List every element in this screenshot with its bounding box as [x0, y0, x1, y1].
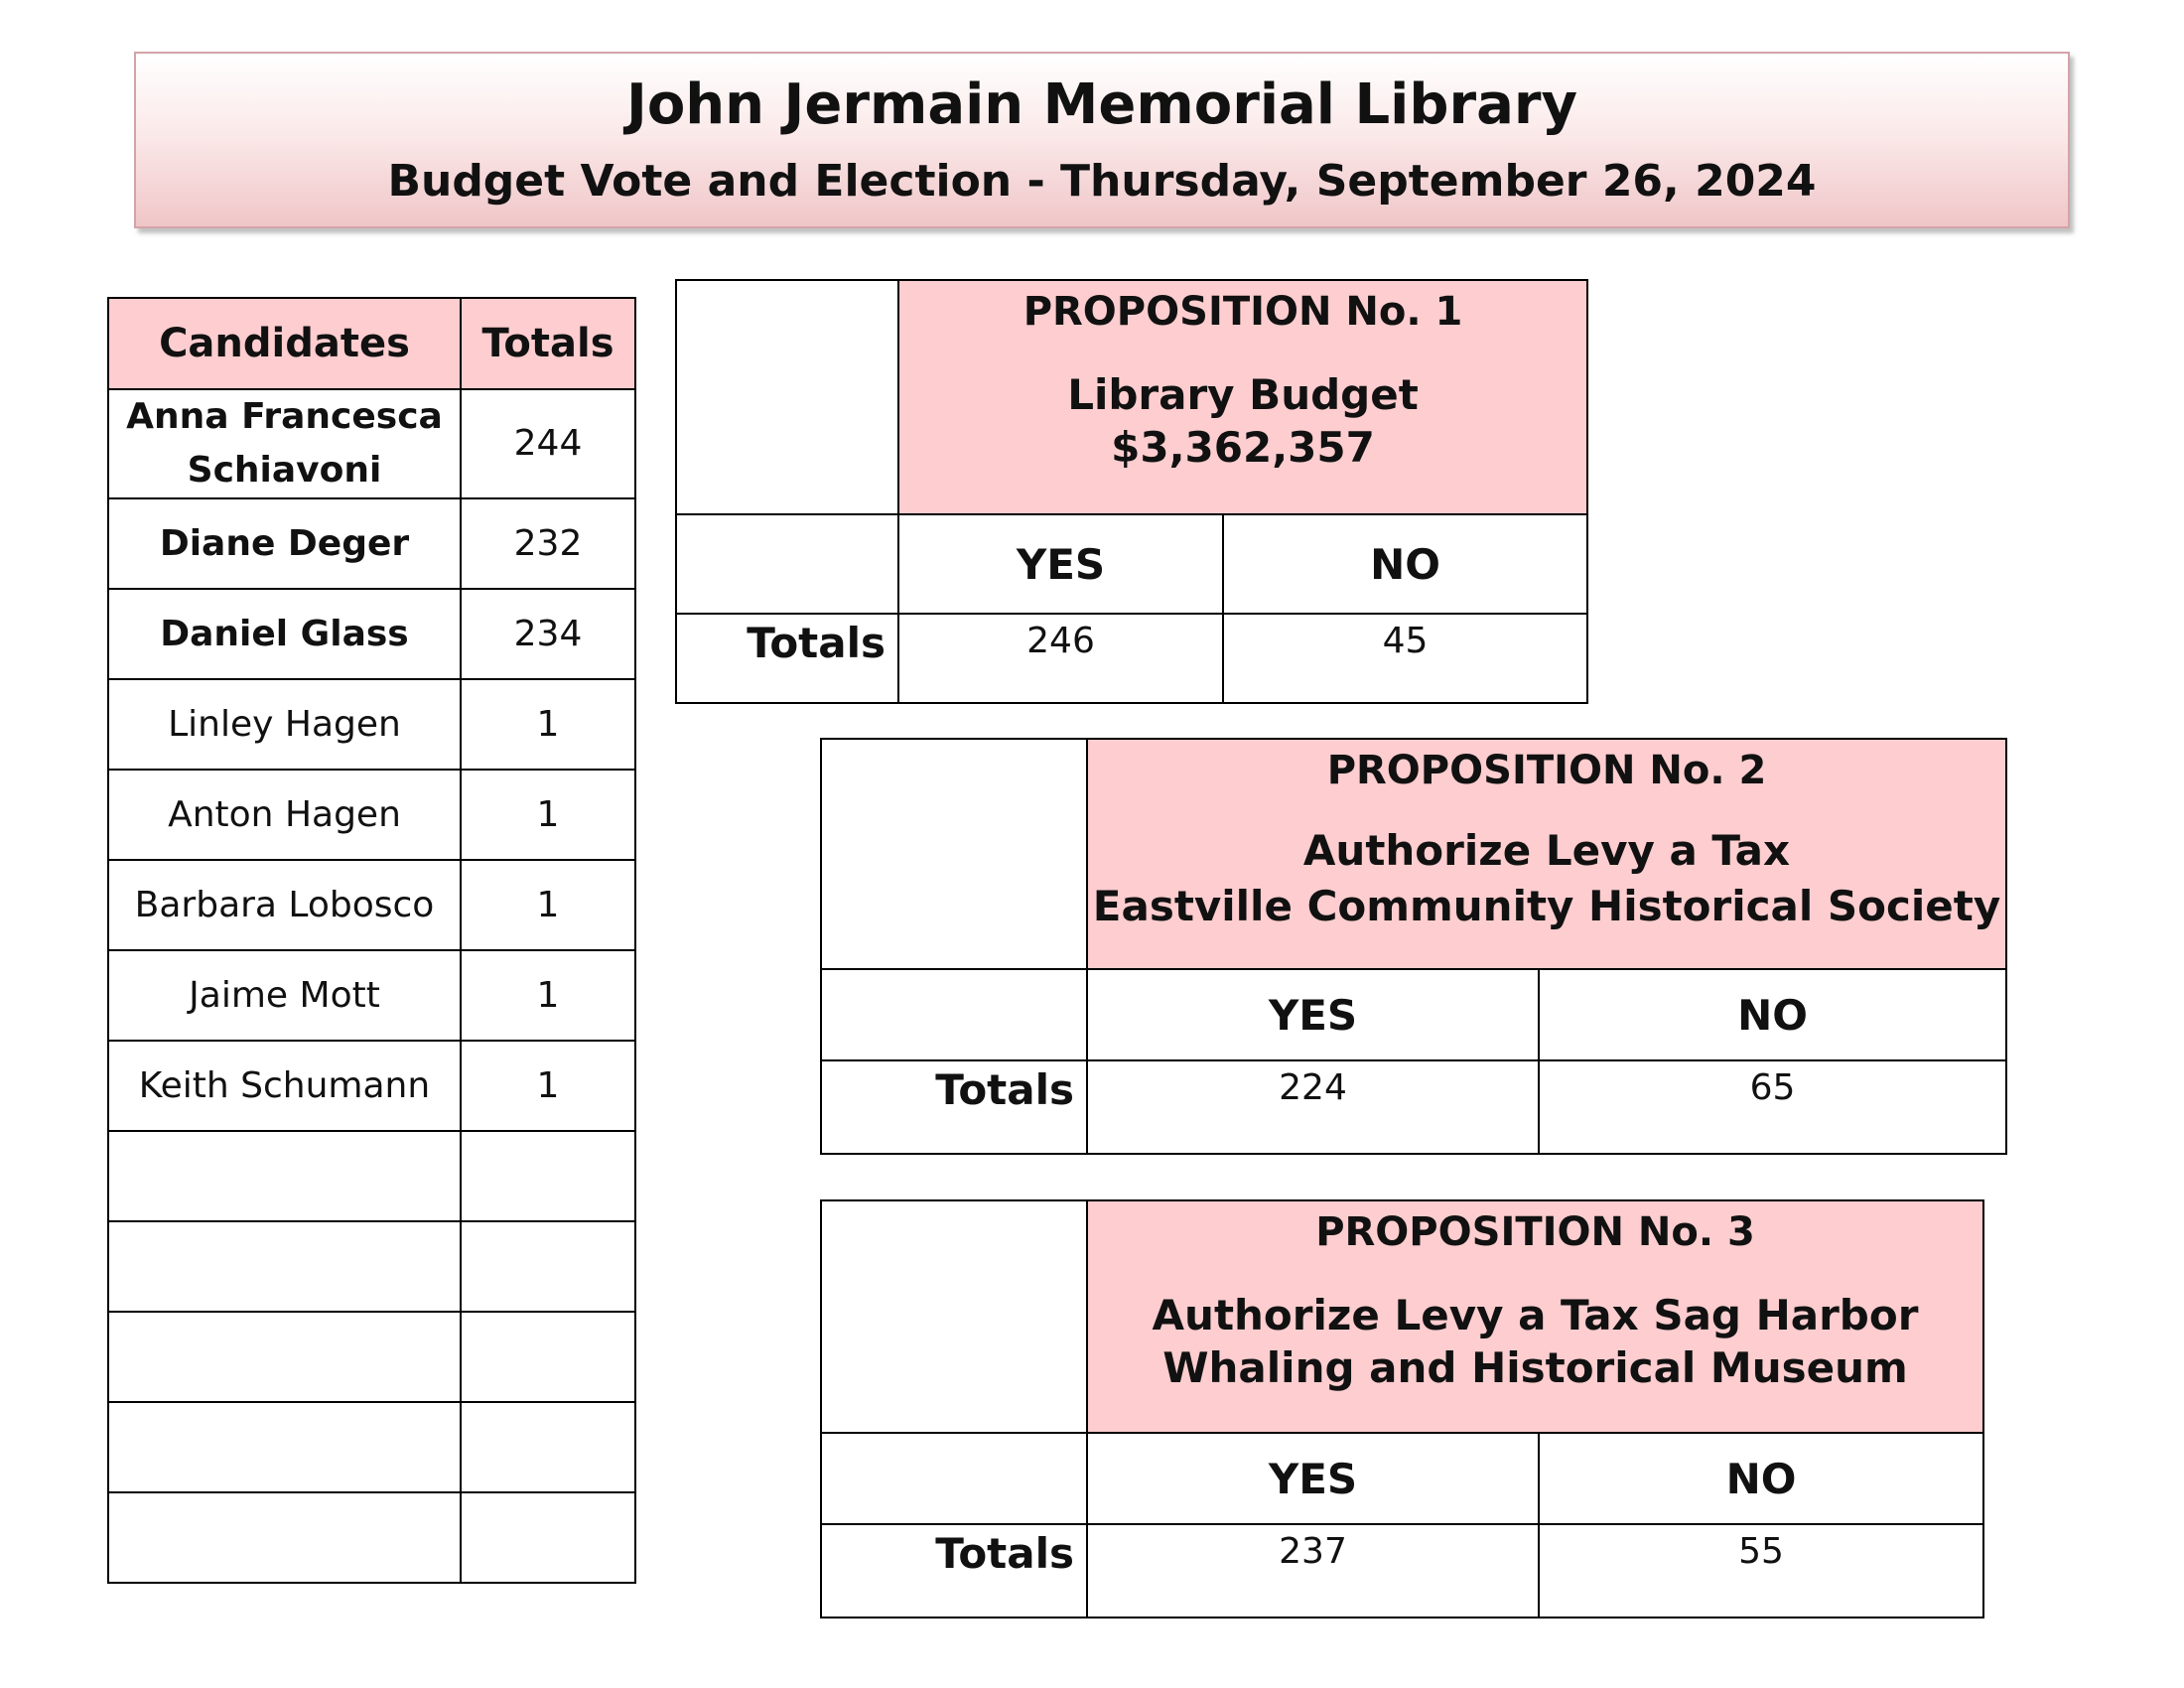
yes-total: 237	[1087, 1524, 1539, 1618]
proposition-header-row	[821, 1200, 1983, 1433]
proposition-description	[1088, 823, 2005, 934]
proposition-header-row	[676, 280, 1587, 514]
table-row	[108, 498, 635, 589]
page-title: John Jermain Memorial Library	[626, 72, 1577, 137]
empty-row	[108, 1221, 635, 1312]
blank-cell	[676, 514, 898, 614]
proposition-description-line1: Authorize Levy a Tax Sag Harbor	[1152, 1291, 1919, 1339]
candidate-total: 1	[461, 860, 635, 950]
candidate-name: Daniel Glass	[108, 589, 461, 679]
yes-total: 246	[898, 614, 1223, 703]
totals-row	[821, 1524, 1983, 1618]
table-row	[108, 770, 635, 860]
totals-row	[676, 614, 1587, 703]
empty-cell	[461, 1312, 635, 1402]
empty-row	[108, 1131, 635, 1221]
empty-row	[108, 1312, 635, 1402]
yes-header: YES	[1087, 1433, 1539, 1524]
empty-row	[108, 1492, 635, 1583]
no-header: NO	[1539, 1433, 1983, 1524]
totals-label: Totals	[821, 1060, 1087, 1154]
proposition-description-line1: Library Budget	[1067, 370, 1419, 419]
candidate-name: Keith Schumann	[108, 1041, 461, 1131]
empty-cell	[108, 1492, 461, 1583]
candidate-name: Diane Deger	[108, 498, 461, 589]
candidate-total: 1	[461, 1041, 635, 1131]
empty-cell	[461, 1402, 635, 1492]
totals-column-header: Totals	[461, 298, 635, 389]
candidate-name: Barbara Lobosco	[108, 860, 461, 950]
blank-cell	[821, 1200, 1087, 1433]
empty-cell	[108, 1312, 461, 1402]
page-header	[134, 52, 2070, 228]
yes-no-row	[821, 1433, 1983, 1524]
empty-row	[108, 1402, 635, 1492]
yes-no-row	[821, 969, 2006, 1060]
page-subtitle: Budget Vote and Election - Thursday, September 26, 2024	[387, 156, 1817, 207]
proposition-description-line2: $3,362,357	[1111, 423, 1375, 472]
totals-row	[821, 1060, 2006, 1154]
blank-cell	[821, 1433, 1087, 1524]
table-row	[108, 589, 635, 679]
candidate-total: 1	[461, 950, 635, 1041]
candidate-total: 1	[461, 770, 635, 860]
empty-cell	[461, 1221, 635, 1312]
no-total: 45	[1223, 614, 1587, 703]
empty-cell	[108, 1131, 461, 1221]
yes-header: YES	[1087, 969, 1539, 1060]
proposition-2-table	[820, 738, 2007, 1155]
proposition-header-row	[821, 739, 2006, 969]
empty-cell	[108, 1221, 461, 1312]
proposition-number: PROPOSITION No. 1	[1023, 289, 1463, 335]
proposition-heading	[898, 280, 1587, 514]
empty-cell	[461, 1492, 635, 1583]
proposition-number: PROPOSITION No. 2	[1326, 748, 1767, 793]
candidate-name: Anna Francesca Schiavoni	[108, 389, 461, 498]
candidate-total: 232	[461, 498, 635, 589]
proposition-heading	[1087, 1200, 1983, 1433]
no-total: 65	[1539, 1060, 2006, 1154]
candidates-column-header: Candidates	[108, 298, 461, 389]
blank-cell	[676, 280, 898, 514]
proposition-description	[899, 368, 1586, 474]
no-header: NO	[1223, 514, 1587, 614]
proposition-1-table	[675, 279, 1588, 704]
candidates-header-row	[108, 298, 635, 389]
no-total: 55	[1539, 1524, 1983, 1618]
proposition-heading	[1087, 739, 2006, 969]
proposition-description	[1088, 1289, 1982, 1394]
candidate-name: Linley Hagen	[108, 679, 461, 770]
candidate-total: 234	[461, 589, 635, 679]
candidate-name: Jaime Mott	[108, 950, 461, 1041]
table-row	[108, 950, 635, 1041]
candidate-total: 244	[461, 389, 635, 498]
proposition-number: PROPOSITION No. 3	[1315, 1209, 1755, 1255]
table-row	[108, 1041, 635, 1131]
empty-cell	[108, 1402, 461, 1492]
candidate-name: Anton Hagen	[108, 770, 461, 860]
blank-cell	[821, 969, 1087, 1060]
table-row	[108, 679, 635, 770]
proposition-description-line2: Whaling and Historical Museum	[1162, 1343, 1908, 1392]
yes-no-row	[676, 514, 1587, 614]
yes-total: 224	[1087, 1060, 1539, 1154]
proposition-3-table	[820, 1199, 1984, 1618]
proposition-description-line1: Authorize Levy a Tax	[1302, 826, 1791, 875]
proposition-description-line2: Eastville Community Historical Society	[1092, 882, 2001, 930]
empty-cell	[461, 1131, 635, 1221]
blank-cell	[821, 739, 1087, 969]
totals-label: Totals	[821, 1524, 1087, 1618]
candidates-table	[107, 297, 636, 1584]
table-row	[108, 860, 635, 950]
table-row	[108, 389, 635, 498]
no-header: NO	[1539, 969, 2006, 1060]
yes-header: YES	[898, 514, 1223, 614]
totals-label: Totals	[676, 614, 898, 703]
candidate-total: 1	[461, 679, 635, 770]
